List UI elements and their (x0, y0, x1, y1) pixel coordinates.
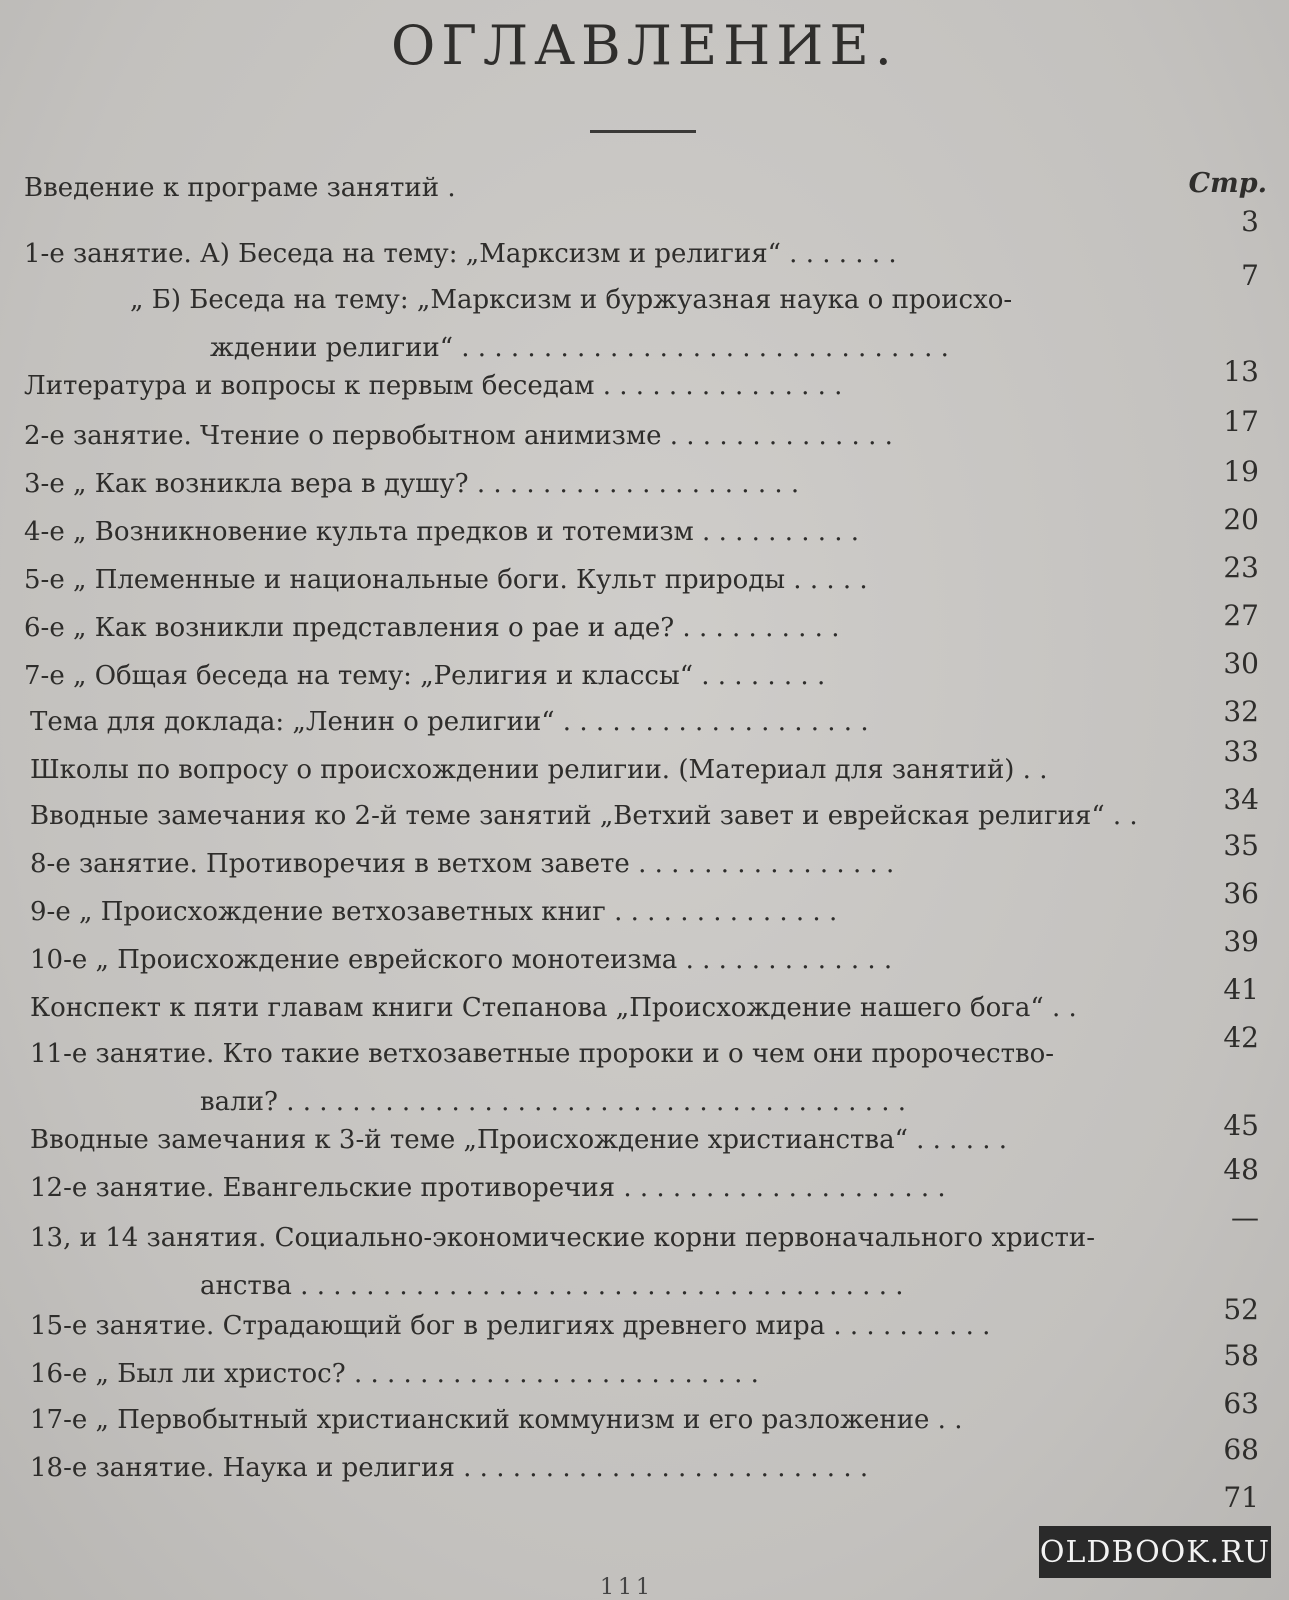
toc-entry-line: 10-е „ Происхождение еврейского монотеизма . . . . . . . . . . . . . (30, 945, 893, 975)
toc-entry-line: 7-е „ Общая беседа на тему: „Религия и классы“ . . . . . . . . (24, 661, 826, 691)
toc-page-number: 63 (1223, 1387, 1259, 1420)
watermark-text: OLDBOOK.RU (1039, 1534, 1271, 1570)
toc-page-number: 3 (1241, 205, 1259, 238)
toc-entry-line: 4-е „ Возникновение культа предков и тотемизм . . . . . . . . . . (24, 517, 860, 547)
site-watermark (1039, 1526, 1271, 1578)
toc-page-number: 23 (1223, 551, 1259, 584)
toc-entry-line: 9-е „ Происхождение ветхозаветных книг . . . . . . . . . . . . . . (30, 897, 838, 927)
toc-entry-line: 12-е занятие. Евангельские противоречия . . . . . . . . . . . . . . . . . . . . (30, 1173, 946, 1203)
toc-entry-line: Тема для доклада: „Ленин о религии“ . . . . . . . . . . . . . . . . . . . (30, 707, 869, 737)
toc-page-number: 39 (1223, 925, 1259, 958)
toc-entry-line: 5-е „ Племенные и национальные боги. Культ природы . . . . . (24, 565, 868, 595)
toc-entry-line: 15-е занятие. Страдающий бог в религиях древнего мира . . . . . . . . . . (30, 1311, 991, 1341)
toc-page-number: 52 (1223, 1293, 1259, 1326)
toc-page-number: 36 (1223, 877, 1259, 910)
toc-page-number: 71 (1223, 1481, 1259, 1514)
toc-page-number: 30 (1223, 647, 1259, 680)
toc-page-number: 35 (1223, 829, 1259, 862)
toc-page-number: 27 (1223, 599, 1259, 632)
toc-entry-line: Литература и вопросы к первым беседам . . . . . . . . . . . . . . . (24, 371, 843, 401)
toc-page-number: 33 (1223, 735, 1259, 768)
toc-page-number: 45 (1223, 1109, 1259, 1142)
toc-entry-line: 8-е занятие. Противоречия в ветхом завете . . . . . . . . . . . . . . . . (30, 849, 895, 879)
toc-entry-line: 13, и 14 занятия. Социально-экономические корни первоначального христи- (30, 1223, 1096, 1253)
toc-entry-line: 3-е „ Как возникла вера в душу? . . . . . . . . . . . . . . . . . . . . (24, 469, 800, 499)
toc-entry-line: вали? . . . . . . . . . . . . . . . . . . . . . . . . . . . . . . . . . . . . . . (200, 1087, 907, 1117)
toc-entry-line: ждении религии“ . . . . . . . . . . . . . . . . . . . . . . . . . . . . . . (210, 333, 949, 363)
toc-page-number: 7 (1241, 259, 1259, 292)
toc-entry-line: 1-е занятие. А) Беседа на тему: „Марксизм и религия“ . . . . . . . (24, 239, 897, 269)
page-title: ОГЛАВЛЕНИЕ. (391, 14, 898, 77)
toc-entry-line: 16-е „ Был ли христос? . . . . . . . . . . . . . . . . . . . . . . . . . (30, 1359, 759, 1389)
toc-page-number: 17 (1223, 405, 1259, 438)
toc-entry-line: Вводные замечания к 3-й теме „Происхождение христианства“ . . . . . . (30, 1125, 1008, 1155)
toc-page-number: 20 (1223, 503, 1259, 536)
toc-entry-line: Школы по вопросу о происхождении религии. (Материал для занятий) . . (30, 755, 1048, 785)
toc-entry-line: 2-е занятие. Чтение о первобытном анимизме . . . . . . . . . . . . . . (24, 421, 893, 451)
toc-entry-line: 18-е занятие. Наука и религия . . . . . . . . . . . . . . . . . . . . . . . . . (30, 1453, 869, 1483)
toc-entry-line: 17-е „ Первобытный христианский коммунизм и его разложение . . (30, 1405, 963, 1435)
toc-entry-line: Вводные замечания ко 2-й теме занятий „Ветхий завет и еврейская религия“ . . (30, 801, 1138, 831)
toc-page-number: — (1231, 1201, 1259, 1234)
toc-page-number: 34 (1223, 783, 1259, 816)
toc-page-number: 19 (1223, 455, 1259, 488)
toc-entry-line: 11-е занятие. Кто такие ветхозаветные пророки и о чем они пророчество- (30, 1039, 1055, 1069)
toc-page-number: 41 (1223, 973, 1259, 1006)
toc-entry-line: „ Б) Беседа на тему: „Марксизм и буржуазная наука о происхо- (130, 285, 1013, 315)
toc-page-number: 13 (1223, 355, 1259, 388)
page-footer-mark: 111 (600, 1575, 654, 1600)
toc-page-number: 48 (1223, 1153, 1259, 1186)
page-column-label: Стр. (1188, 168, 1267, 199)
toc-page-number: 42 (1223, 1021, 1259, 1054)
toc-entry-line: Введение к програме занятий . (24, 173, 456, 203)
toc-page-number: 32 (1223, 695, 1259, 728)
toc-page-number: 68 (1223, 1433, 1259, 1466)
toc-entry-line: анства . . . . . . . . . . . . . . . . . . . . . . . . . . . . . . . . . . . . . (200, 1271, 904, 1301)
toc-entry-line: 6-е „ Как возникли представления о рае и аде? . . . . . . . . . . (24, 613, 840, 643)
toc-entry-line: Конспект к пяти главам книги Степанова „Происхождение нашего бога“ . . (30, 993, 1077, 1023)
toc-page-number: 58 (1223, 1339, 1259, 1372)
